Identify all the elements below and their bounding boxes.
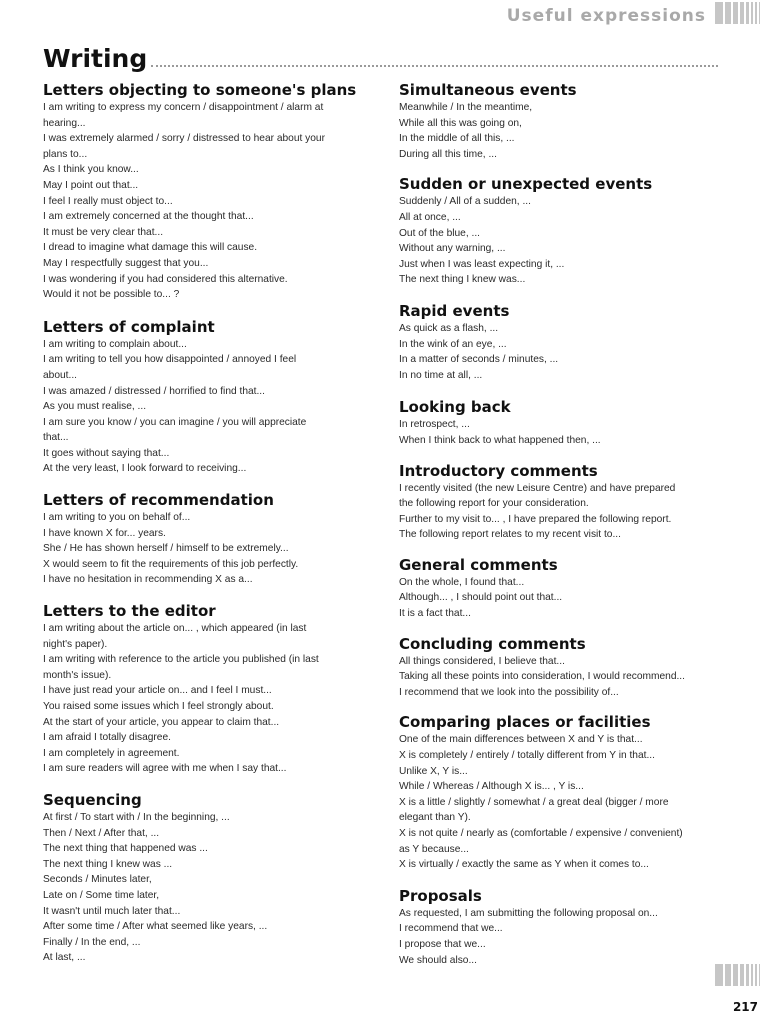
expression-line: I have no hesitation in recommending X as a... bbox=[43, 574, 253, 586]
section-heading: Comparing places or facilities bbox=[399, 713, 651, 732]
section bbox=[399, 301, 724, 383]
expression-line: I was amazed / distressed / horrified to find that... bbox=[43, 385, 265, 397]
page-title: Writing bbox=[43, 44, 148, 73]
section-heading: Letters of recommendation bbox=[43, 491, 274, 510]
expression-line: While / Whereas / Although X is... , Y is... bbox=[399, 781, 584, 793]
expression-line: As you must realise, ... bbox=[43, 401, 147, 413]
expression-line: Finally / In the end, ... bbox=[43, 936, 141, 948]
expression-line: At the start of your article, you appear to claim that... bbox=[43, 716, 280, 728]
expression-line: night's paper). bbox=[43, 638, 108, 650]
expression-line: Unlike X, Y is... bbox=[399, 765, 468, 777]
section bbox=[399, 461, 724, 543]
section bbox=[399, 555, 724, 622]
expression-line: We should also... bbox=[399, 954, 477, 966]
expression-line: elegant than Y). bbox=[399, 812, 471, 824]
expression-line: In a matter of seconds / minutes, ... bbox=[399, 354, 559, 366]
expression-line: the following report for your consideration. bbox=[399, 498, 589, 510]
expression-line: The next thing that happened was ... bbox=[43, 843, 208, 855]
section-heading: Letters of complaint bbox=[43, 317, 215, 336]
section bbox=[399, 886, 724, 968]
expression-line: Out of the blue, ... bbox=[399, 227, 480, 239]
section bbox=[399, 712, 724, 872]
header-bar-decoration bbox=[715, 2, 760, 24]
expression-line: As requested, I am submitting the following proposal on... bbox=[399, 907, 658, 919]
expression-line: I recently visited (the new Leisure Centre) and have prepared bbox=[399, 482, 676, 494]
expression-line: I have known X for... years. bbox=[43, 527, 166, 539]
section-heading: Rapid events bbox=[399, 301, 510, 320]
expression-line: I am writing to express my concern / disappointment / alarm at bbox=[43, 102, 324, 113]
section-heading: Sudden or unexpected events bbox=[399, 175, 653, 194]
expression-line: The following report relates to my recent visit to... bbox=[399, 529, 621, 541]
expression-line: As I think you know... bbox=[43, 164, 139, 176]
expression-line: After some time / After what seemed like years, ... bbox=[43, 921, 268, 933]
expression-line: While all this was going on, bbox=[399, 117, 522, 129]
section bbox=[43, 80, 373, 303]
expression-line: X is a little / slightly / somewhat / a great deal (bigger / more bbox=[399, 796, 669, 808]
section-heading: Introductory comments bbox=[399, 461, 598, 480]
expression-line: I am afraid I totally disagree. bbox=[43, 732, 171, 744]
expression-line: All things considered, I believe that... bbox=[399, 655, 565, 667]
expression-line: I recommend that we look into the possibility of... bbox=[399, 686, 619, 698]
footer-bar-decoration bbox=[715, 964, 760, 986]
page-title-row bbox=[43, 44, 718, 73]
expression-line: As quick as a flash, ... bbox=[399, 322, 499, 334]
expression-line: I am writing to you on behalf of... bbox=[43, 512, 191, 524]
expression-line: I feel I really must object to... bbox=[43, 195, 173, 207]
left-column bbox=[43, 80, 373, 966]
section bbox=[43, 490, 373, 588]
expression-line: X is not quite / nearly as (comfortable / expensive / convenient) bbox=[399, 828, 683, 839]
section bbox=[399, 80, 724, 162]
expression-line: X is completely / entirely / totally different from Y in that... bbox=[399, 750, 655, 762]
expression-line: I am sure readers will agree with me when I say that... bbox=[43, 763, 287, 775]
expression-line: I was extremely alarmed / sorry / distressed to hear about your bbox=[43, 133, 325, 145]
expression-line: Then / Next / After that, ... bbox=[43, 827, 160, 839]
expression-line: I recommend that we... bbox=[399, 923, 503, 935]
expression-line: plans to... bbox=[43, 148, 88, 160]
section bbox=[399, 634, 724, 701]
expression-line: Would it not be possible to... ? bbox=[43, 289, 180, 301]
expression-line: hearing... bbox=[43, 117, 86, 129]
expression-line: I have just read your article on... and I feel I must... bbox=[43, 685, 272, 697]
expression-line: Just when I was least expecting it, ... bbox=[399, 258, 565, 270]
expression-line: It goes without saying that... bbox=[43, 447, 170, 459]
expression-line: May I point out that... bbox=[43, 179, 139, 191]
section bbox=[43, 790, 373, 966]
expression-line: One of the main differences between X and Y is that... bbox=[399, 734, 643, 746]
expression-line: as Y because... bbox=[399, 843, 469, 855]
section bbox=[43, 601, 373, 777]
expression-line: X is virtually / exactly the same as Y when it comes to... bbox=[399, 859, 649, 871]
expression-line: Seconds / Minutes later, bbox=[43, 874, 152, 886]
expression-line: Further to my visit to... , I have prepared the following report. bbox=[399, 513, 672, 525]
section-heading: Sequencing bbox=[43, 790, 142, 809]
expression-line: I dread to imagine what damage this will cause. bbox=[43, 242, 258, 254]
section-heading: Letters objecting to someone's plans bbox=[43, 81, 357, 99]
expression-line: I am completely in agreement. bbox=[43, 747, 180, 759]
expression-line: I am writing to complain about... bbox=[43, 338, 187, 350]
expression-line: In the wink of an eye, ... bbox=[399, 338, 507, 350]
expression-line: I am writing with reference to the article you published (in last bbox=[43, 654, 319, 666]
expression-line: May I respectfully suggest that you... bbox=[43, 257, 209, 269]
expression-line: It must be very clear that... bbox=[43, 226, 164, 238]
expression-line: I am extremely concerned at the thought that... bbox=[43, 211, 254, 223]
section bbox=[43, 317, 373, 477]
expression-line: In no time at all, ... bbox=[399, 369, 483, 381]
expression-line: In the middle of all this, ... bbox=[399, 133, 515, 145]
section bbox=[399, 174, 724, 288]
expression-line: Meanwhile / In the meantime, bbox=[399, 102, 533, 113]
expression-line: It wasn't until much later that... bbox=[43, 905, 181, 917]
expression-line: I am writing to tell you how disappointed / annoyed I feel bbox=[43, 354, 297, 366]
expression-line: Although... , I should point out that... bbox=[399, 592, 563, 604]
expression-line: The next thing I knew was... bbox=[399, 274, 526, 286]
page-number: 217 bbox=[732, 1000, 758, 1014]
expression-line: She / He has shown herself / himself to be extremely... bbox=[43, 543, 289, 555]
section-heading: Letters to the editor bbox=[43, 602, 216, 621]
expression-line: At the very least, I look forward to receiving... bbox=[43, 463, 247, 475]
section-heading: General comments bbox=[399, 555, 558, 574]
expression-line: On the whole, I found that... bbox=[399, 576, 525, 588]
expression-line: You raised some issues which I feel strongly about. bbox=[43, 701, 274, 712]
title-dotted-rule bbox=[151, 65, 718, 67]
expression-line: Without any warning, ... bbox=[399, 243, 506, 255]
expression-line: month's issue). bbox=[43, 669, 112, 681]
expression-line: At first / To start with / In the beginning, ... bbox=[43, 811, 230, 823]
expression-line: Taking all these points into consideration, I would recommend... bbox=[399, 671, 685, 683]
expression-line: I was wondering if you had considered this alternative. bbox=[43, 273, 288, 285]
expression-line: I propose that we... bbox=[399, 938, 486, 950]
expression-line: Late on / Some time later, bbox=[43, 889, 160, 901]
expression-line: The next thing I knew was ... bbox=[43, 858, 173, 870]
expression-line: that... bbox=[43, 432, 69, 444]
expression-line: It is a fact that... bbox=[399, 608, 471, 620]
expression-line: When I think back to what happened then, ... bbox=[399, 434, 601, 446]
expression-line: At last, ... bbox=[43, 952, 86, 964]
expression-line: about... bbox=[43, 369, 77, 381]
expression-line: During all this time, ... bbox=[399, 148, 497, 160]
expression-line: In retrospect, ... bbox=[399, 419, 470, 431]
right-column bbox=[399, 80, 724, 968]
expression-line: X would seem to fit the requirements of this job perfectly. bbox=[43, 558, 299, 570]
section-heading: Concluding comments bbox=[399, 634, 586, 653]
section-heading: Proposals bbox=[399, 886, 482, 905]
expression-line: Suddenly / All of a sudden, ... bbox=[399, 196, 531, 208]
section-heading: Simultaneous events bbox=[399, 81, 577, 99]
expression-line: All at once, ... bbox=[399, 211, 461, 223]
expression-line: I am writing about the article on... , which appeared (in last bbox=[43, 623, 307, 635]
running-header: Useful expressions bbox=[506, 6, 706, 26]
expression-line: I am sure you know / you can imagine / you will appreciate bbox=[43, 416, 307, 428]
section bbox=[399, 397, 724, 448]
section-heading: Looking back bbox=[399, 398, 511, 417]
